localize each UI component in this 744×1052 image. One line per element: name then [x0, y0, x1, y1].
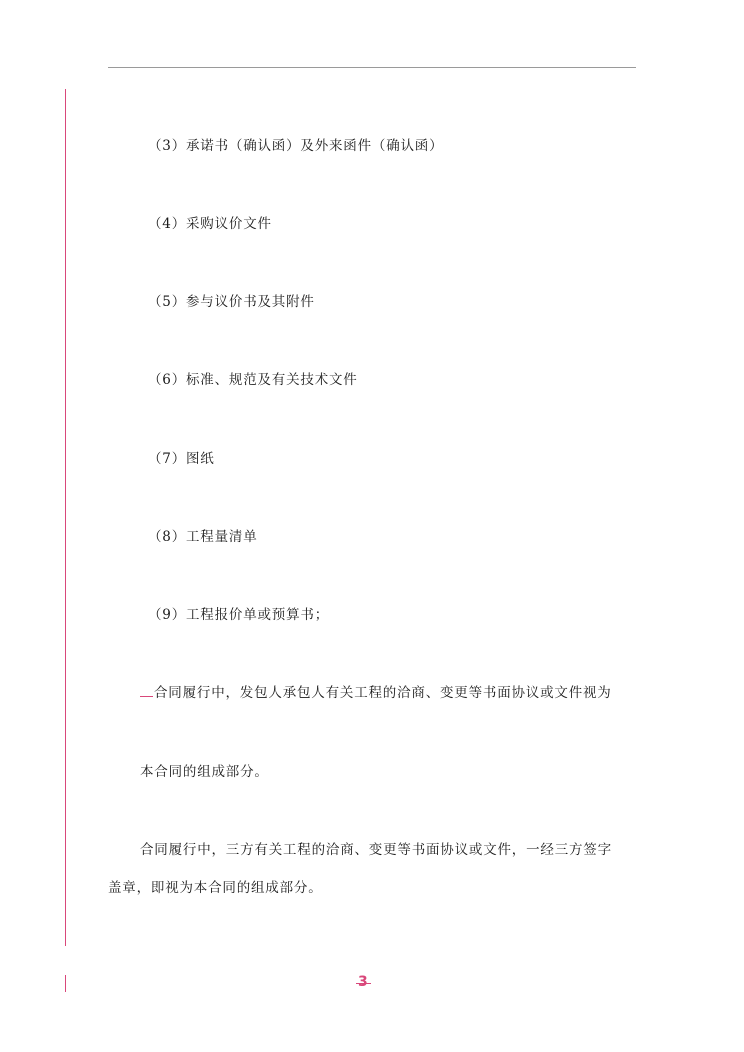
revision-bar [65, 89, 66, 946]
revision-bar-footer [65, 975, 66, 992]
paragraph-line: 盖章，即视为本合同的组成部分。 [108, 880, 323, 896]
list-item: （6）标准、规范及有关技术文件 [148, 372, 358, 388]
paragraph-line: 本合同的组成部分。 [140, 764, 269, 780]
list-item: （7）图纸 [148, 451, 215, 467]
insertion-mark [140, 696, 153, 697]
paragraph-line: 合同履行中，三方有关工程的洽商、变更等书面协议或文件，一经三方签字 [140, 842, 612, 858]
paragraph-text: 合同履行中，发包人承包人有关工程的洽商、变更等书面协议或文件视为 [154, 685, 612, 701]
header-rule [108, 67, 636, 68]
page-number: 3 [358, 974, 368, 990]
list-item: （3）承诺书（确认函）及外来函件（确认函） [148, 138, 444, 154]
page-number-strike [356, 983, 371, 984]
list-item: （9）工程报价单或预算书； [148, 607, 329, 623]
list-item: （5）参与议价书及其附件 [148, 294, 315, 310]
list-item: （4）采购议价文件 [148, 216, 272, 232]
list-item: （8）工程量清单 [148, 529, 258, 545]
paragraph-line [140, 683, 612, 703]
